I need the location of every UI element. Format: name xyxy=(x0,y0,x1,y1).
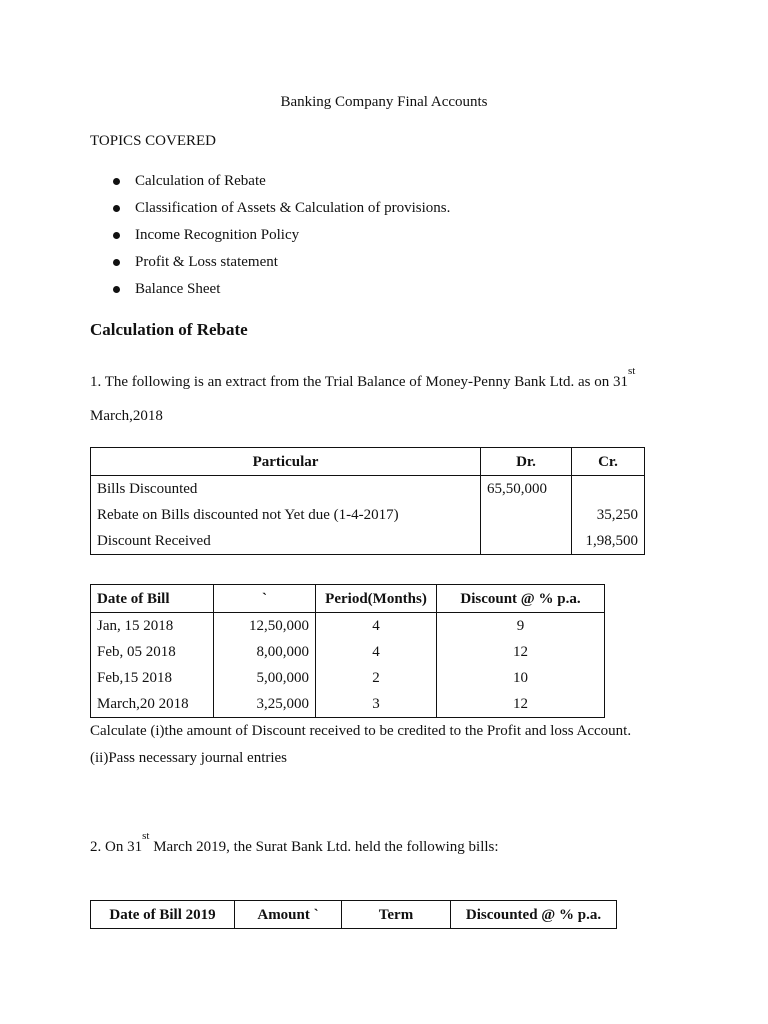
table-cell: 10 xyxy=(513,670,528,686)
question-2-text: 2. On 31st March 2019, the Surat Bank Ltd. held the following bills: xyxy=(90,830,499,855)
table-cell: Rebate on Bills discounted not Yet due (1-4-2017) xyxy=(91,502,481,528)
table-cell xyxy=(481,528,572,555)
column-header-discounted: Discounted @ % p.a. xyxy=(465,906,602,923)
column-header-period: Period(Months) xyxy=(316,585,437,613)
table-cell: 35,250 xyxy=(596,507,638,523)
column-header-amount: Amount ` xyxy=(235,901,342,929)
column-header-cr: Cr. xyxy=(572,448,645,476)
table-header-row xyxy=(91,448,645,476)
table-cell: Bills Discounted xyxy=(91,476,481,503)
column-header-date-2019: Date of Bill 2019 xyxy=(91,901,235,929)
bullet-icon xyxy=(113,259,120,266)
table-cell: 9 xyxy=(516,618,525,634)
trial-balance-table xyxy=(90,447,645,555)
table-header-row xyxy=(91,585,605,613)
table-cell: Jan, 15 2018 xyxy=(91,613,214,640)
document-title: Banking Company Final Accounts xyxy=(280,94,488,110)
table-cell: 8,00,000 xyxy=(214,639,316,665)
column-header-date: Date of Bill xyxy=(91,585,214,613)
bullet-icon xyxy=(113,286,120,293)
table-row xyxy=(91,502,645,528)
table-row xyxy=(91,665,605,691)
bullet-icon xyxy=(113,232,120,239)
table-cell: 3,25,000 xyxy=(214,691,316,718)
column-header-amount: ` xyxy=(214,585,316,613)
list-item: Profit & Loss statement xyxy=(110,253,450,280)
table-cell: 3 xyxy=(316,691,437,718)
table-row xyxy=(91,613,605,640)
column-header-particular: Particular xyxy=(91,448,481,476)
instruction-line-1: Calculate (i)the amount of Discount received to be credited to the Profit and loss Account. xyxy=(90,723,632,739)
column-header-term: Term xyxy=(342,901,451,929)
section-heading: Calculation of Rebate xyxy=(90,320,248,339)
list-item: Balance Sheet xyxy=(110,280,450,307)
table-cell: 1,98,500 xyxy=(585,533,638,549)
table-row xyxy=(91,476,645,503)
table-cell: 2 xyxy=(316,665,437,691)
list-item: Income Recognition Policy xyxy=(110,226,450,253)
table-cell xyxy=(481,502,572,528)
topics-list xyxy=(110,172,450,307)
bills-table xyxy=(90,584,605,718)
table-cell: 12 xyxy=(513,696,528,712)
bullet-icon xyxy=(113,178,120,185)
table-header-row xyxy=(91,901,617,929)
table-cell xyxy=(572,476,645,503)
topics-heading: TOPICS COVERED xyxy=(90,133,216,149)
surat-bank-bills-table xyxy=(90,900,617,929)
table-row xyxy=(91,639,605,665)
list-item: Calculation of Rebate xyxy=(110,172,450,199)
list-item: Classification of Assets & Calculation of provisions. xyxy=(110,199,450,226)
table-cell: 12,50,000 xyxy=(214,613,316,640)
table-cell: Feb,15 2018 xyxy=(91,665,214,691)
column-header-discount: Discount @ % p.a. xyxy=(437,585,605,613)
table-cell: Discount Received xyxy=(91,528,481,555)
table-cell: March,20 2018 xyxy=(91,691,214,718)
table-cell: 65,50,000 xyxy=(481,476,572,503)
table-cell: 4 xyxy=(316,639,437,665)
question-1-text: 1. The following is an extract from the Trial Balance of Money-Penny Bank Ltd. as on 31st xyxy=(90,365,636,390)
table-row xyxy=(91,528,645,555)
table-cell: 12 xyxy=(513,644,528,660)
table-cell: 4 xyxy=(316,613,437,640)
question-1-date: March,2018 xyxy=(90,408,163,424)
table-row xyxy=(91,691,605,718)
column-header-dr: Dr. xyxy=(481,448,572,476)
bullet-icon xyxy=(113,205,120,212)
table-cell: 5,00,000 xyxy=(214,665,316,691)
table-cell: Feb, 05 2018 xyxy=(91,639,214,665)
instruction-line-2: (ii)Pass necessary journal entries xyxy=(90,750,288,766)
